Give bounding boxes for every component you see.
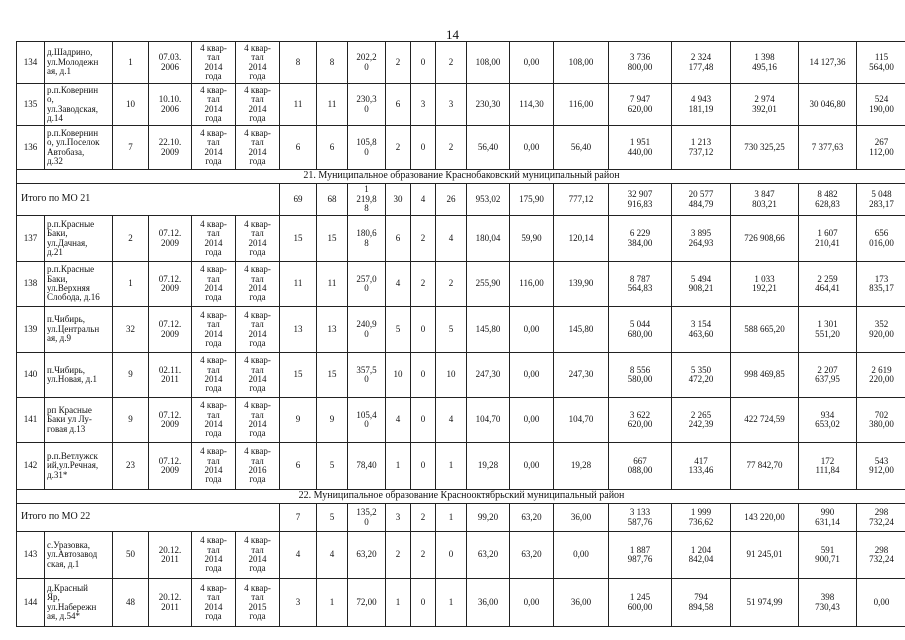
table-cell: 63,20: [467, 532, 510, 579]
table-cell: 4 квар- тал 2015 года: [236, 579, 280, 627]
address-cell: р.п.Красные Баки, ул.Дачная, д.21: [45, 216, 113, 262]
table-cell: 6 229 384,00: [609, 216, 672, 262]
table-cell: 1: [113, 42, 149, 84]
table-cell: 2: [436, 126, 467, 170]
table-cell: 4 квар- тал 2014 года: [236, 84, 280, 126]
table-cell: 4: [280, 532, 317, 579]
table-cell: 07.12. 2009: [149, 307, 192, 353]
table-cell: 0,00: [857, 579, 905, 627]
table-cell: 135: [17, 84, 45, 126]
table-cell: 120,14: [554, 216, 609, 262]
table-cell: 141: [17, 398, 45, 443]
table-cell: 4 квар- тал 2014 года: [192, 353, 236, 398]
total-cell: 30: [386, 184, 411, 216]
table-cell: 8 787 564,83: [609, 262, 672, 307]
table-row: [17, 579, 905, 627]
total-cell: 1 999 736,62: [672, 504, 731, 532]
table-row: [17, 443, 905, 490]
table-cell: 257,0 0: [348, 262, 386, 307]
table-cell: 543 912,00: [857, 443, 905, 490]
table-cell: 07.12. 2009: [149, 216, 192, 262]
table-cell: 140: [17, 353, 45, 398]
table-cell: 0: [411, 307, 436, 353]
total-cell: 990 631,14: [799, 504, 857, 532]
table-cell: 108,00: [467, 42, 510, 84]
table-cell: 15: [280, 353, 317, 398]
table-cell: 4 квар- тал 2014 года: [192, 84, 236, 126]
table-cell: 934 653,02: [799, 398, 857, 443]
table-cell: 15: [317, 216, 348, 262]
table-cell: 591 900,71: [799, 532, 857, 579]
table-cell: 5 350 472,20: [672, 353, 731, 398]
housing-register-table: [16, 41, 905, 627]
table-cell: 105,4 0: [348, 398, 386, 443]
table-cell: 23: [113, 443, 149, 490]
table-cell: 1: [317, 579, 348, 627]
address-cell: п.Чибирь, ул.Новая, д.1: [45, 353, 113, 398]
section-header-row: [17, 170, 905, 184]
table-cell: 730 325,25: [731, 126, 799, 170]
table-cell: 417 133,46: [672, 443, 731, 490]
table-cell: 5: [317, 443, 348, 490]
table-cell: 1: [386, 443, 411, 490]
section-title: 21. Муниципальное образование Краснобаковский муниципальный район: [17, 170, 905, 184]
table-cell: 6: [280, 443, 317, 490]
table-cell: 247,30: [467, 353, 510, 398]
table-cell: 14 127,36: [799, 42, 857, 84]
table-cell: 1 301 551,20: [799, 307, 857, 353]
total-cell: 99,20: [467, 504, 510, 532]
total-row: [17, 504, 905, 532]
table-cell: 4 квар- тал 2014 года: [192, 216, 236, 262]
total-cell: 63,20: [510, 504, 554, 532]
table-cell: 267 112,00: [857, 126, 905, 170]
table-cell: 0,00: [554, 532, 609, 579]
table-cell: 1 033 192,21: [731, 262, 799, 307]
table-cell: 6: [317, 126, 348, 170]
table-cell: 56,40: [467, 126, 510, 170]
table-cell: 3 895 264,93: [672, 216, 731, 262]
total-cell: 68: [317, 184, 348, 216]
table-cell: 51 974,99: [731, 579, 799, 627]
total-row: [17, 184, 905, 216]
table-cell: 8: [317, 42, 348, 84]
table-cell: 115 564,00: [857, 42, 905, 84]
table-cell: 3 736 800,00: [609, 42, 672, 84]
table-cell: 11: [280, 262, 317, 307]
table-cell: 4 квар- тал 2014 года: [236, 353, 280, 398]
table-cell: 180,04: [467, 216, 510, 262]
table-cell: 0: [411, 126, 436, 170]
table-cell: 145,80: [554, 307, 609, 353]
table-cell: 5 044 680,00: [609, 307, 672, 353]
table-cell: 180,6 8: [348, 216, 386, 262]
table-cell: 2 207 637,95: [799, 353, 857, 398]
table-cell: 11: [317, 262, 348, 307]
table-cell: 667 088,00: [609, 443, 672, 490]
table-cell: 656 016,00: [857, 216, 905, 262]
table-cell: 1 607 210,41: [799, 216, 857, 262]
address-cell: р.п.Красные Баки, ул.Верхняя Слобода, д.16: [45, 262, 113, 307]
table-cell: 4 квар- тал 2014 года: [192, 126, 236, 170]
table-cell: 9: [317, 398, 348, 443]
table-cell: 07.12. 2009: [149, 262, 192, 307]
total-cell: 32 907 916,83: [609, 184, 672, 216]
table-cell: 230,3 0: [348, 84, 386, 126]
table-cell: 4 квар- тал 2014 года: [236, 307, 280, 353]
table-cell: 145,80: [467, 307, 510, 353]
address-cell: р.п.Ветлужск ий,ул.Речная, д.31*: [45, 443, 113, 490]
table-cell: 0,00: [510, 353, 554, 398]
table-cell: 3: [411, 84, 436, 126]
table-cell: 8 556 580,00: [609, 353, 672, 398]
table-cell: 2: [386, 126, 411, 170]
table-cell: 13: [280, 307, 317, 353]
table-cell: 4 943 181,19: [672, 84, 731, 126]
table-cell: 5 494 908,21: [672, 262, 731, 307]
table-cell: 3 154 463,60: [672, 307, 731, 353]
table-cell: 1 204 842,04: [672, 532, 731, 579]
address-cell: р.п.Ковернин о, ул.Заводская, д.14: [45, 84, 113, 126]
total-cell: 135,2 0: [348, 504, 386, 532]
table-cell: 4 квар- тал 2014 года: [192, 398, 236, 443]
table-cell: 144: [17, 579, 45, 627]
table-cell: 4: [386, 398, 411, 443]
table-cell: 20.12. 2011: [149, 579, 192, 627]
table-cell: 4 квар- тал 2014 года: [236, 262, 280, 307]
table-cell: 3 622 620,00: [609, 398, 672, 443]
table-row: [17, 398, 905, 443]
table-cell: 2: [411, 216, 436, 262]
table-cell: 247,30: [554, 353, 609, 398]
table-row: [17, 42, 905, 84]
table-cell: 255,90: [467, 262, 510, 307]
table-cell: 4: [317, 532, 348, 579]
total-label: Итого по МО 21: [17, 184, 280, 216]
table-row: [17, 126, 905, 170]
table-cell: 4 квар- тал 2014 года: [192, 42, 236, 84]
total-cell: 3: [386, 504, 411, 532]
table-cell: 298 732,24: [857, 532, 905, 579]
total-cell: 5: [317, 504, 348, 532]
table-cell: 4 квар- тал 2014 года: [192, 443, 236, 490]
table-cell: 0,00: [510, 579, 554, 627]
table-cell: 7 947 620,00: [609, 84, 672, 126]
table-cell: 1 245 600,00: [609, 579, 672, 627]
table-cell: 1 951 440,00: [609, 126, 672, 170]
table-cell: 2 974 392,01: [731, 84, 799, 126]
table-cell: 0,00: [510, 126, 554, 170]
table-cell: 2 324 177,48: [672, 42, 731, 84]
table-cell: 4 квар- тал 2014 года: [236, 532, 280, 579]
table-row: [17, 353, 905, 398]
table-cell: 0,00: [510, 307, 554, 353]
table-cell: 20.12. 2011: [149, 532, 192, 579]
table-cell: 19,28: [467, 443, 510, 490]
table-cell: 1: [113, 262, 149, 307]
address-cell: рп Красные Баки ул Лу- говая д.13: [45, 398, 113, 443]
total-cell: 20 577 484,79: [672, 184, 731, 216]
table-cell: 15: [280, 216, 317, 262]
table-cell: 10: [436, 353, 467, 398]
table-cell: 13: [317, 307, 348, 353]
total-cell: 1 219,8 8: [348, 184, 386, 216]
table-cell: 240,9 0: [348, 307, 386, 353]
table-cell: 6: [386, 84, 411, 126]
table-cell: 116,00: [510, 262, 554, 307]
table-cell: 4 квар- тал 2014 года: [236, 216, 280, 262]
table-cell: 4 квар- тал 2014 года: [192, 532, 236, 579]
table-cell: 63,20: [510, 532, 554, 579]
table-cell: 998 469,85: [731, 353, 799, 398]
table-cell: 6: [280, 126, 317, 170]
total-cell: 1: [436, 504, 467, 532]
table-cell: 4 квар- тал 2014 года: [192, 262, 236, 307]
table-cell: 172 111,84: [799, 443, 857, 490]
table-cell: 2: [386, 42, 411, 84]
table-cell: 202,2 0: [348, 42, 386, 84]
table-cell: 138: [17, 262, 45, 307]
table-cell: 352 920,00: [857, 307, 905, 353]
table-cell: 2: [411, 532, 436, 579]
table-cell: 5: [386, 307, 411, 353]
table-row: [17, 307, 905, 353]
total-label: Итого по МО 22: [17, 504, 280, 532]
table-cell: 0: [436, 532, 467, 579]
total-cell: 143 220,00: [731, 504, 799, 532]
address-cell: д.Шадрино, ул.Молодежн ая, д.1: [45, 42, 113, 84]
table-cell: 139,90: [554, 262, 609, 307]
total-cell: 777,12: [554, 184, 609, 216]
page-number: 14: [446, 27, 459, 42]
table-cell: 07.12. 2009: [149, 398, 192, 443]
total-cell: 2: [411, 504, 436, 532]
table-cell: 32: [113, 307, 149, 353]
address-cell: п.Чибирь, ул.Центральн ая, д.9: [45, 307, 113, 353]
table-cell: 4 квар- тал 2014 года: [236, 42, 280, 84]
table-cell: 4: [436, 216, 467, 262]
table-cell: 0: [411, 579, 436, 627]
table-cell: 9: [113, 353, 149, 398]
table-cell: 2: [411, 262, 436, 307]
address-cell: р.п.Ковернин о, ул.Поселок Автобаза, д.32: [45, 126, 113, 170]
section-header-row: [17, 490, 905, 504]
table-cell: 11: [280, 84, 317, 126]
total-cell: 175,90: [510, 184, 554, 216]
table-cell: 105,8 0: [348, 126, 386, 170]
table-cell: 2: [386, 532, 411, 579]
table-cell: 72,00: [348, 579, 386, 627]
table-cell: 77 842,70: [731, 443, 799, 490]
table-cell: 139: [17, 307, 45, 353]
table-cell: 0: [411, 353, 436, 398]
total-cell: 26: [436, 184, 467, 216]
table-cell: 2 265 242,39: [672, 398, 731, 443]
table-row: [17, 84, 905, 126]
table-cell: 10: [113, 84, 149, 126]
table-cell: 11: [317, 84, 348, 126]
table-cell: 0: [411, 443, 436, 490]
total-cell: 953,02: [467, 184, 510, 216]
table-cell: 19,28: [554, 443, 609, 490]
table-cell: 422 724,59: [731, 398, 799, 443]
table-cell: 10.10. 2006: [149, 84, 192, 126]
table-cell: 2: [113, 216, 149, 262]
table-cell: 702 380,00: [857, 398, 905, 443]
table-cell: 63,20: [348, 532, 386, 579]
table-cell: 36,00: [554, 579, 609, 627]
table-cell: 398 730,43: [799, 579, 857, 627]
total-cell: 7: [280, 504, 317, 532]
table-cell: 10: [386, 353, 411, 398]
table-cell: 3: [280, 579, 317, 627]
table-cell: 02.11. 2011: [149, 353, 192, 398]
table-cell: 2 259 464,41: [799, 262, 857, 307]
table-cell: 1: [436, 443, 467, 490]
table-cell: 794 894,58: [672, 579, 731, 627]
table-cell: 1: [436, 579, 467, 627]
table-cell: 07.12. 2009: [149, 443, 192, 490]
table-cell: 1 887 987,76: [609, 532, 672, 579]
table-cell: 4 квар- тал 2014 года: [236, 126, 280, 170]
table-cell: 134: [17, 42, 45, 84]
table-cell: 2: [436, 262, 467, 307]
table-cell: 137: [17, 216, 45, 262]
table-cell: 4: [436, 398, 467, 443]
table-cell: 136: [17, 126, 45, 170]
table-cell: 173 835,17: [857, 262, 905, 307]
table-cell: 15: [317, 353, 348, 398]
table-cell: 30 046,80: [799, 84, 857, 126]
table-cell: 4 квар- тал 2014 года: [192, 579, 236, 627]
table-cell: 91 245,01: [731, 532, 799, 579]
table-cell: 4 квар- тал 2016 года: [236, 443, 280, 490]
table-cell: 108,00: [554, 42, 609, 84]
total-cell: 298 732,24: [857, 504, 905, 532]
table-cell: 4 квар- тал 2014 года: [236, 398, 280, 443]
table-cell: 5: [436, 307, 467, 353]
total-cell: 5 048 283,17: [857, 184, 905, 216]
table-cell: 22.10. 2009: [149, 126, 192, 170]
table-cell: 142: [17, 443, 45, 490]
total-cell: 36,00: [554, 504, 609, 532]
table-cell: 114,30: [510, 84, 554, 126]
table-row: [17, 262, 905, 307]
table-cell: 588 665,20: [731, 307, 799, 353]
table-cell: 4 квар- тал 2014 года: [192, 307, 236, 353]
table-cell: 07.03. 2006: [149, 42, 192, 84]
table-cell: 2: [436, 42, 467, 84]
table-cell: 116,00: [554, 84, 609, 126]
total-cell: 8 482 628,83: [799, 184, 857, 216]
table-cell: 7 377,63: [799, 126, 857, 170]
table-cell: 56,40: [554, 126, 609, 170]
table-cell: 230,30: [467, 84, 510, 126]
table-cell: 59,90: [510, 216, 554, 262]
table-row: [17, 216, 905, 262]
table-cell: 0,00: [510, 398, 554, 443]
table-cell: 8: [280, 42, 317, 84]
table-cell: 726 908,66: [731, 216, 799, 262]
table-cell: 143: [17, 532, 45, 579]
table-cell: 0,00: [510, 443, 554, 490]
table-cell: 50: [113, 532, 149, 579]
table-cell: 7: [113, 126, 149, 170]
total-cell: 3 133 587,76: [609, 504, 672, 532]
address-cell: с.Уразовка, ул.Автозавод ская, д.1: [45, 532, 113, 579]
table-cell: 104,70: [467, 398, 510, 443]
total-cell: 3 847 803,21: [731, 184, 799, 216]
table-cell: 6: [386, 216, 411, 262]
table-cell: 36,00: [467, 579, 510, 627]
table-body: [17, 42, 905, 627]
table-cell: 9: [113, 398, 149, 443]
table-cell: 3: [436, 84, 467, 126]
table-cell: 104,70: [554, 398, 609, 443]
table-cell: 357,5 0: [348, 353, 386, 398]
table-cell: 78,40: [348, 443, 386, 490]
table-cell: 0: [411, 398, 436, 443]
section-title: 22. Муниципальное образование Краснооктябрьский муниципальный район: [17, 490, 905, 504]
table-cell: 1 213 737,12: [672, 126, 731, 170]
table-cell: 524 190,00: [857, 84, 905, 126]
table-cell: 1 398 495,16: [731, 42, 799, 84]
table-cell: 48: [113, 579, 149, 627]
table-cell: 4: [386, 262, 411, 307]
total-cell: 69: [280, 184, 317, 216]
table-cell: 0: [411, 42, 436, 84]
table-cell: 2 619 220,00: [857, 353, 905, 398]
total-cell: 4: [411, 184, 436, 216]
table-row: [17, 532, 905, 579]
table-cell: 9: [280, 398, 317, 443]
address-cell: д.Красный Яр, ул.Набережн ая, д.54*: [45, 579, 113, 627]
table-cell: 0,00: [510, 42, 554, 84]
table-cell: 1: [386, 579, 411, 627]
